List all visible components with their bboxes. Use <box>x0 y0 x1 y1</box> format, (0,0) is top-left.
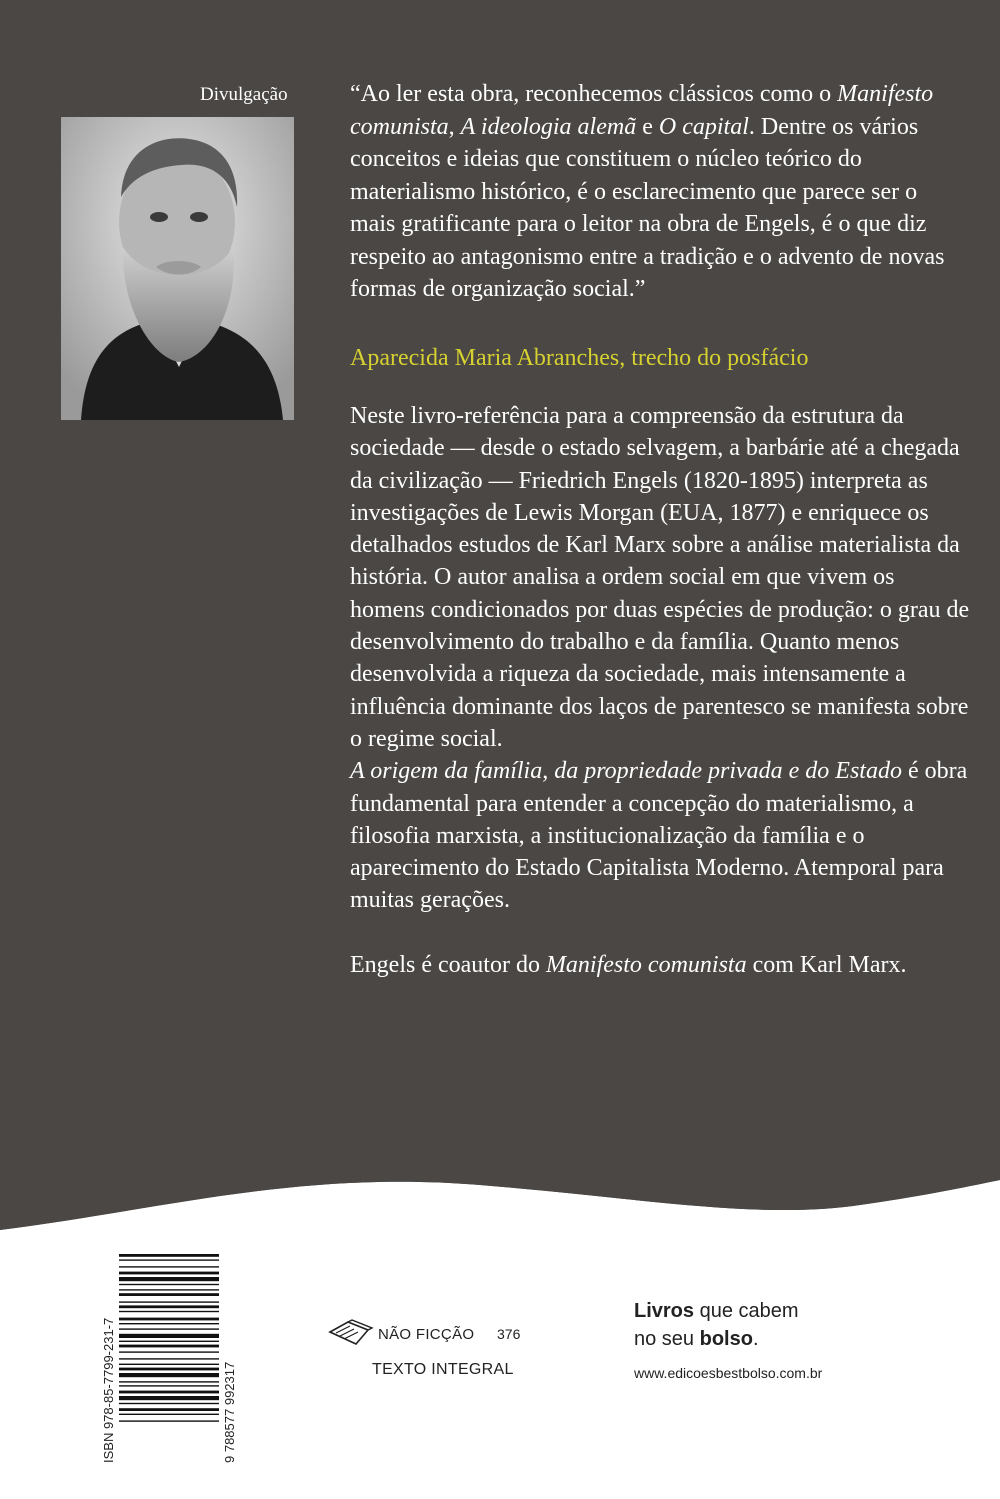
isbn-label: ISBN 978-85-7799-231-7 <box>101 1317 116 1463</box>
barcode-bar <box>119 1259 219 1260</box>
barcode <box>97 1252 237 1464</box>
barcode-bar <box>119 1351 219 1352</box>
slogan-text: . <box>752 1328 759 1350</box>
publisher-logo-icon <box>328 1318 376 1348</box>
quote-attribution: Aparecida Maria Abranches, trecho do posfácio <box>350 345 809 371</box>
slogan-text: no seu <box>634 1328 700 1350</box>
coauthor-note <box>350 949 970 981</box>
quote-italic-title: Manifesto comunista <box>350 81 934 140</box>
barcode-bar <box>119 1266 219 1267</box>
quote-part: e <box>636 113 659 140</box>
slogan-line <box>634 1297 799 1325</box>
barcode-bar <box>119 1289 219 1290</box>
barcode-bar <box>119 1334 219 1338</box>
barcode-bar <box>119 1318 219 1321</box>
barcode-bar <box>119 1368 219 1371</box>
barcode-bar <box>119 1328 219 1329</box>
barcode-bar <box>119 1408 219 1411</box>
barcode-bar <box>119 1358 219 1359</box>
barcode-bar <box>119 1414 219 1415</box>
quote-text <box>350 78 950 306</box>
coauthor-title: Manifesto comunista <box>545 951 747 978</box>
barcode-bar <box>119 1293 219 1296</box>
barcode-bars <box>119 1254 219 1422</box>
coauthor-text: Engels é coautor do <box>350 951 546 978</box>
barcode-bar <box>119 1364 219 1365</box>
description-text: é obra fundamental para entender a concepção do materialismo, a filosofia marxista, a institucionalização da família e o aparecimento do Estado Capitalista Moderno. Atemporal para muitas gerações. <box>350 758 968 914</box>
publisher-url: www.edicoesbestbolso.com.br <box>634 1365 823 1381</box>
slogan-line <box>634 1325 799 1353</box>
quote-part: . Dentre os vários conceitos e ideias que constituem o núcleo teórico do materialismo histórico, é o esclarecimento que parece ser o mais gratificante para o leitor na obra de Engels, é o que diz respeito ao antagonismo entre a tradição e o advento de novas formas de organização social.” <box>350 113 945 302</box>
quote-block <box>350 78 950 306</box>
barcode-bar <box>119 1396 219 1400</box>
barcode-bar <box>119 1420 219 1421</box>
barcode-bar <box>119 1323 219 1324</box>
barcode-bar <box>119 1391 219 1394</box>
barcode-bar <box>119 1403 219 1404</box>
book-title: A origem da família, da propriedade privada e do Estado <box>350 758 902 785</box>
slogan-bold: Livros <box>634 1300 695 1322</box>
slogan-bold: bolso <box>699 1328 753 1350</box>
photo-credit: Divulgação <box>200 84 288 105</box>
barcode-digits: 9 788577 992317 <box>222 1361 237 1463</box>
barcode-bar <box>119 1305 219 1308</box>
quote-part: , <box>448 113 461 140</box>
quote-italic-title: A ideologia alemã <box>460 113 637 140</box>
barcode-bar <box>119 1272 219 1275</box>
barcode-bar <box>119 1341 219 1342</box>
slogan-text: que cabem <box>694 1300 799 1322</box>
description-paragraph <box>350 755 970 916</box>
barcode-bar <box>119 1254 219 1257</box>
edition-label: TEXTO INTEGRAL <box>372 1361 514 1378</box>
author-portrait <box>61 117 294 420</box>
coauthor-text: com Karl Marx. <box>746 951 907 978</box>
barcode-bar <box>119 1345 219 1348</box>
barcode-bar <box>119 1277 219 1281</box>
description-block <box>350 400 970 981</box>
barcode-bar <box>119 1381 219 1382</box>
barcode-bar <box>119 1385 219 1386</box>
barcode-bar <box>119 1373 219 1377</box>
genre-label: NÃO FICÇÃO <box>378 1326 475 1343</box>
barcode-bar <box>119 1284 219 1285</box>
barcode-bar <box>119 1301 219 1302</box>
barcode-bar <box>119 1311 219 1312</box>
publisher-slogan <box>634 1297 799 1353</box>
quote-italic-title: O capital <box>658 113 749 140</box>
series-number: 376 <box>497 1326 521 1342</box>
description-paragraph: Neste livro-referência para a compreensão da estrutura da sociedade — desde o estado selvagem, a barbárie até a chegada da civilização — Friedrich Engels (1820-1895) interpreta as investigações de Lewis Morgan (EUA, 1877) e enriquece os detalhados estudos de Karl Marx sobre a análise materialista da história. O autor analisa a ordem social em que vivem os homens condicionados por duas espécies de produção: o grau de desenvolvimento do trabalho e da família. Quanto menos desenvolvida a riqueza da sociedade, mais intensamente a influência dominante dos laços de parentesco se manifesta sobre o regime social. <box>350 403 970 752</box>
quote-part: “Ao ler esta obra, reconhecemos clássicos como o <box>350 81 838 107</box>
